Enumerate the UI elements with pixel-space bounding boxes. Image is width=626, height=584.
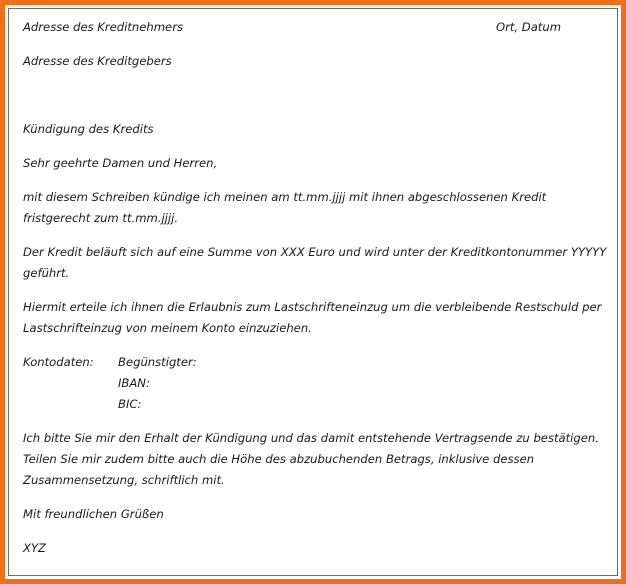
closing: Mit freundlichen Grüßen xyxy=(23,507,164,521)
lender-address: Adresse des Kreditgebers xyxy=(23,54,172,68)
bank-fields xyxy=(118,352,197,415)
paragraph-1-line-2: fristgerecht zum tt.mm.jjjj. xyxy=(23,211,179,225)
bank-details-label: Kontodaten: xyxy=(23,355,94,369)
paragraph-2-line-2: geführt. xyxy=(23,266,70,280)
borrower-address: Adresse des Kreditnehmers xyxy=(23,20,183,34)
header-row xyxy=(23,17,607,38)
place-date: Ort, Datum xyxy=(495,20,561,34)
paragraph-3-line-1: Hiermit erteile ich ihnen die Erlaubnis zum Lastschrifteneinzug um die verbleibende Restschuld per xyxy=(23,300,602,314)
paragraph-2-line-1: Der Kredit beläuft sich auf eine Summe von XXX Euro und wird unter der Kreditkontonummer YYYYY xyxy=(23,245,607,259)
signature: XYZ xyxy=(23,541,46,555)
paragraph-1-line-1: mit diesem Schreiben kündige ich meinen am tt.mm.jjjj mit ihnen abgeschlossenen Kredit xyxy=(23,190,547,204)
iban-field: IBAN: xyxy=(118,376,150,390)
salutation: Sehr geehrte Damen und Herren, xyxy=(23,156,218,170)
paragraph-3-line-2: Lastschrifteinzug von meinem Konto einzuziehen. xyxy=(23,321,312,335)
paragraph-4-line-3: Zusammensetzung, schriftlich mit. xyxy=(23,473,225,487)
subject-line: Kündigung des Kredits xyxy=(23,122,154,136)
letter-body xyxy=(23,17,607,559)
bic-field: BIC: xyxy=(118,397,142,411)
beneficiary-field: Begünstigter: xyxy=(118,355,197,369)
paragraph-4-line-1: Ich bitte Sie mir den Erhalt der Kündigung und das damit entstehende Vertragsende zu bestätigen. xyxy=(23,431,599,445)
bank-details xyxy=(23,352,607,415)
paragraph-4-line-2: Teilen Sie mir zudem bitte auch die Höhe des abzubuchenden Betrags, inklusive dessen xyxy=(23,452,535,466)
